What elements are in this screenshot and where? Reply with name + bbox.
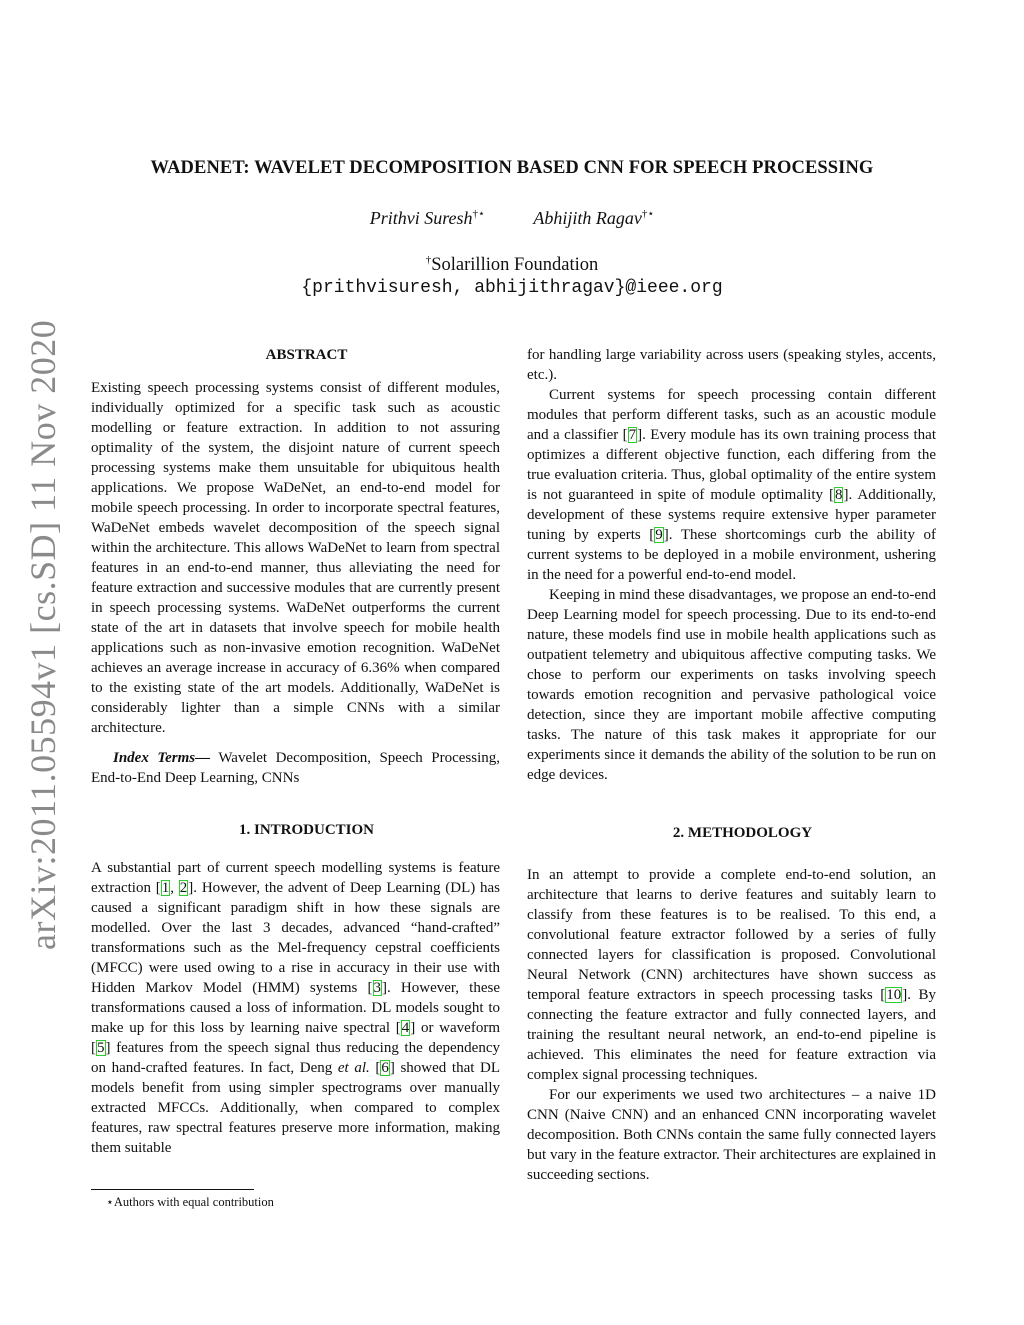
footnote: ⋆Authors with equal contribution xyxy=(106,1195,274,1209)
citation-link[interactable]: 8 xyxy=(834,487,843,503)
author-emails: {prithvisuresh, abhijithragav}@ieee.org xyxy=(301,278,723,298)
citation-link[interactable]: 4 xyxy=(401,1020,410,1036)
intro-paragraph-1: A substantial part of current speech modelling systems is feature extraction [1, 2]. However, the advent of Deep Learning (DL) has caused a significant paradigm shift in how these signals are modelled. Over the last 3 decades, advanced “hand-crafted” transformations such as the Mel-frequency cepstral coefficients (MFCC) were used owing to a rise in accuracy in their use with Hidden Markov Model (HMM) systems [3]. However, these transformations caused a loss of information. DL models sought to make up for this loss by learning naive spectral [4] or waveform [5] features from the speech signal thus reducing the dependency on hand-crafted features. In fact, Deng et al. [6] showed that DL models benefit from using simpler spectrograms over manually extracted MFCCs. Additionally, when compared to complex features, raw spectral features preserve more information, making them suitable xyxy=(91,860,501,1156)
methodology-paragraph-1: In an attempt to provide a complete end-to-end solution, an architecture that learns to derive features and suitably learn to classify from these features is to be realised. To this end, a convolutional feature extractor followed by a series of fully connected layers for classification is proposed. Convolutional Neural Network (CNN) architectures have shown success as temporal feature extractors in speech processing tasks [10]. By connecting the feature extractor and fully connected layers, and training the resultant neural network, an end-to-end pipeline is achieved. This eliminates the need for feature extraction via complex signal processing techniques. xyxy=(527,867,936,1083)
citation-link[interactable]: 7 xyxy=(628,427,637,443)
citation-link[interactable]: 3 xyxy=(373,980,382,996)
abstract-heading: ABSTRACT xyxy=(265,347,348,363)
left-column xyxy=(91,345,500,1158)
intro-paragraph-3: Keeping in mind these disadvantages, we propose an end-to-end Deep Learning model for speech processing. Due to its end-to-end nature, these models find use in mobile health applications such as outpatient telemetry and ubiquitous affective computing tasks. We chose to perform our experiments on tasks involving speech towards emotion recognition and pervasive pathological voice detection, since they are important mobile affective computing tasks. The nature of this task makes it appropriate for our experiments since it demands the ability of the solution to be run on edge devices. xyxy=(527,587,936,783)
footnote-rule xyxy=(91,1189,254,1190)
citation-link[interactable]: 5 xyxy=(97,1040,105,1056)
arxiv-stamp xyxy=(10,319,76,950)
right-column xyxy=(527,345,936,1185)
citation-link[interactable]: 9 xyxy=(655,527,663,543)
author-2: Abhijith Ragav†⋆ xyxy=(533,208,655,228)
paper-title: WADENET: WAVELET DECOMPOSITION BASED CNN FOR SPEECH PROCESSING xyxy=(150,158,874,178)
author-list xyxy=(0,207,1024,229)
abstract-text: Existing speech processing systems consist of different modules, individually optimized for a specific task such as acoustic modelling or feature extraction. In addition to not assuring optimality of the system, the disjoint nature of current speech processing systems make them unsuitable for ubiquitous health applications. We propose WaDeNet, an end-to-end model for mobile speech processing. In order to incorporate spectral features, WaDeNet embeds wavelet decomposition of the speech signal within the architecture. This allows WaDeNet to learn from spectral features in an end-to-end manner, thus alleviating the need for feature extraction and successive modules that are currently present in speech processing systems. WaDeNet outperforms the current state of the art in datasets that involve speech for mobile health applications such as non-invasive emotion recognition. WaDeNet achieves an average increase in accuracy of 6.36% when compared to the existing state of the art models. Additionally, WaDeNet is considerably lighter than a simple CNNs with a similar architecture. xyxy=(91,380,500,736)
intro-paragraph-2: Current systems for speech processing contain different modules that perform different tasks, such as an acoustic module and a classifier [7]. Every module has its own training process that optimizes a different objective function, each differing from the true evaluation criteria. Thus, global optimality of the entire system is not guaranteed in spite of module optimality [8]. Additionally, development of these systems require extensive hyper parameter tuning by experts [9]. These shortcomings curb the ability of current systems to be deployed in a mobile environment, ushering in the need for a powerful end-to-end model. xyxy=(527,387,936,583)
arxiv-stamp-text: arXiv:2011.05594v1 [cs.SD] 11 Nov 2020 xyxy=(23,319,63,950)
intro-paragraph-1-cont: for handling large variability across users (speaking styles, accents, etc.). xyxy=(527,347,936,383)
methodology-heading: 2. METHODOLOGY xyxy=(672,825,813,841)
citation-link[interactable]: 10 xyxy=(886,987,902,1003)
index-terms: Index Terms— Wavelet Decomposition, Speech Processing, End-to-End Deep Learning, CNNs xyxy=(91,750,501,786)
intro-heading: 1. INTRODUCTION xyxy=(238,822,374,838)
citation-link[interactable]: 6 xyxy=(381,1060,389,1076)
affiliation: †Solarillion Foundation xyxy=(425,254,599,276)
methodology-paragraph-2: For our experiments we used two architectures – a naive 1D CNN (Naive CNN) and an enhanced CNN incorporating wavelet decomposition. Both CNNs contain the same fully connected layers but vary in the feature extractor. Their architectures are explained in succeeding sections. xyxy=(527,1087,936,1183)
author-1: Prithvi Suresh†⋆ xyxy=(369,208,485,228)
citation-link[interactable]: 1 xyxy=(161,880,170,896)
citation-link[interactable]: 2 xyxy=(179,880,188,896)
